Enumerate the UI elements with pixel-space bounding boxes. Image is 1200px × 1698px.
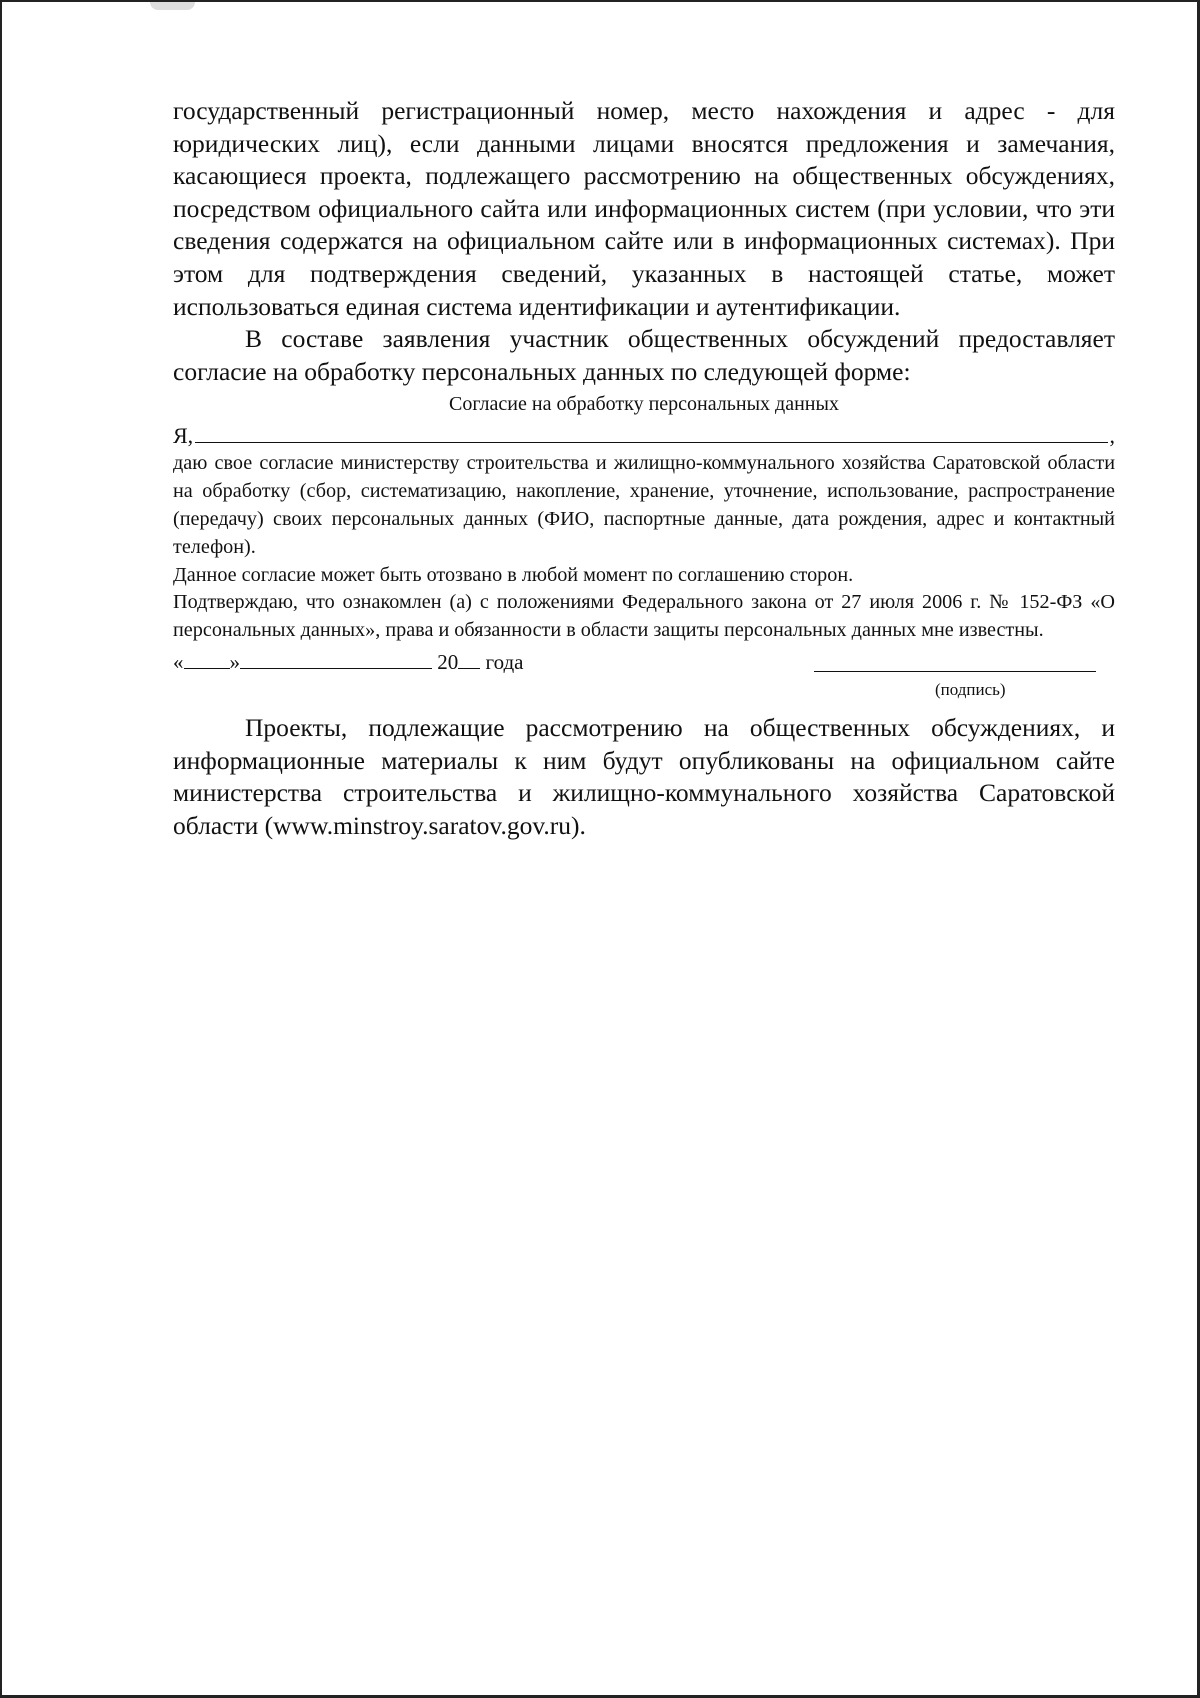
consent-text-1: даю свое согласие министерству строительства и жилищно-коммунального хозяйства Саратовской области на обработку (сбор, систематизацию, накопление, хранение, уточнение, использование, распространение (передачу) своих персональных данных (ФИО, паспортные данные, дата рождения, адрес и контактный телефон). [173, 452, 1115, 558]
name-suffix: , [1109, 423, 1115, 449]
name-line [173, 420, 1115, 450]
paragraph-1: государственный регистрационный номер, место нахождения и адрес - для юридических лиц), если данными лицами вносятся предложения и замечания, касающиеся проекта, подлежащего рассмотрению на общественных обсуждениях, посредством официального сайта или информационных систем (при условии, что эти сведения содержатся на официальном сайте или в информационных системах). При этом для подтверждения сведений, указанных в настоящей статье, может использоваться единая система идентификации и аутентификации. [173, 96, 1115, 321]
year-prefix: 20 [437, 649, 459, 674]
signature-caption: (подпись) [935, 679, 1006, 699]
month-blank [240, 648, 432, 669]
day-blank [184, 648, 230, 669]
signature-blank [814, 671, 1096, 672]
date-signature-line [173, 647, 1115, 677]
consent-text-2: Данное согласие может быть отозвано в любой момент по соглашению сторон. [173, 563, 854, 586]
consent-form-title: Согласие на обработку персональных данных [449, 393, 839, 416]
consent-form [173, 388, 1115, 700]
consent-text-3: Подтверждаю, что ознакомлен (а) с положениями Федерального закона от 27 июля 2006 г. № 152-ФЗ «О персональных данных», права и обязанности в области защиты персональных данных мне известны. [173, 591, 1115, 642]
paragraph-3: Проекты, подлежащие рассмотрению на общественных обсуждениях, и информационные материалы к ним будут опубликованы на официальном сайте министерства строительства и жилищно-коммунального хозяйства Саратовской области (www.minstroy.saratov.gov.ru). [173, 712, 1115, 840]
paragraph-2: В составе заявления участник общественных обсуждений предоставляет согласие на обработку персональных данных по следующей форме: [173, 324, 1115, 386]
scan-artifact [150, 2, 195, 10]
document-body [173, 95, 1115, 842]
date-close-quote: » [229, 649, 240, 674]
name-prefix: Я, [173, 423, 194, 449]
date-open-quote: « [173, 649, 184, 674]
year-suffix: года [485, 649, 524, 674]
name-blank-field [195, 420, 1107, 443]
year-blank [458, 648, 480, 669]
